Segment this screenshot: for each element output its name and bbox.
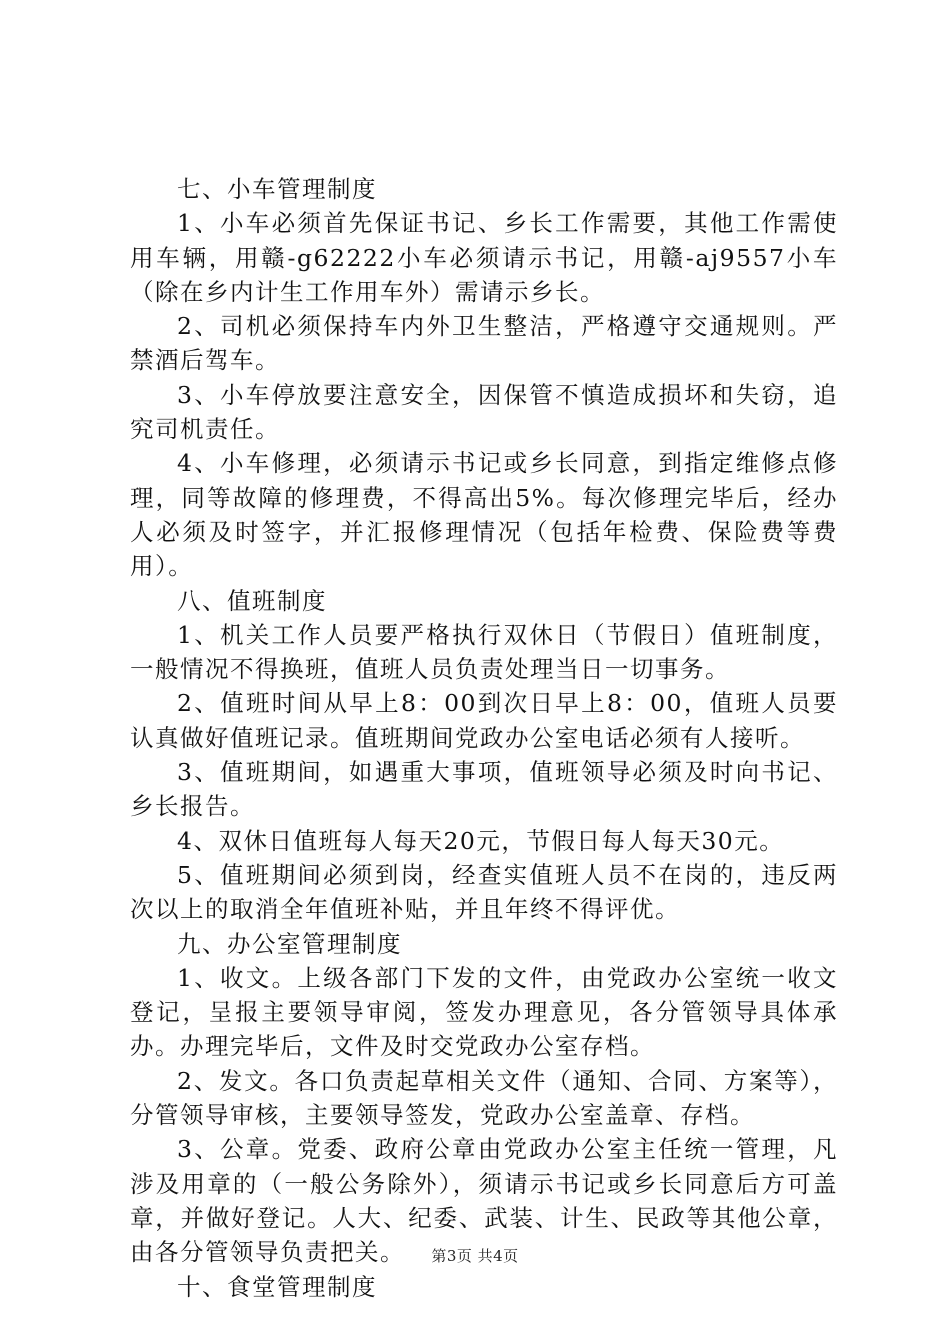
paragraph: 2、司机必须保持车内外卫生整洁，严格遵守交通规则。严禁酒后驾车。 <box>130 312 838 375</box>
paragraph: 3、小车停放要注意安全，因保管不慎造成损坏和失窃，追究司机责任。 <box>130 380 838 444</box>
paragraph: 4、双休日值班每人每天20元，节假日每人每天30元。 <box>177 826 785 855</box>
section-heading-duty: 八、值班制度 <box>177 586 327 615</box>
paragraph: 4、小车修理，必须请示书记或乡长同意，到指定维修点修理，同等故障的修理费，不得高出5%。每次修理完毕后，经办人必须及时签字，并汇报修理情况（包括年检费、保险费等费用）。 <box>130 449 838 581</box>
page-footer: 第3页 共4页 <box>431 1247 519 1265</box>
paragraph: 1、小车必须首先保证书记、乡长工作需要，其他工作需使用车辆，用赣-g62222小车必须请示书记，用赣-aj9557小车（除在乡内计生工作用车外）需请示乡长。 <box>130 209 838 306</box>
paragraph: 1、机关工作人员要严格执行双休日（节假日）值班制度，一般情况不得换班，值班人员负责处理当日一切事务。 <box>130 620 838 684</box>
section-heading-canteen: 十、食堂管理制度 <box>177 1272 377 1301</box>
paragraph: 3、公章。党委、政府公章由党政办公室主任统一管理，凡涉及用章的（一般公务除外），须请示书记或乡长同意后方可盖章，并做好登记。人大、纪委、武装、计生、民政等其他公章，由各分管领导负责把关。 <box>130 1135 838 1267</box>
section-heading-car: 七、小车管理制度 <box>177 175 377 203</box>
document-body <box>130 172 838 1304</box>
paragraph: 2、发文。各口负责起草相关文件（通知、合同、方案等），分管领导审核，主要领导签发，党政办公室盖章、存档。 <box>130 1066 838 1130</box>
paragraph: 2、值班时间从早上8：00到次日早上8：00，值班人员要认真做好值班记录。值班期间党政办公室电话必须有人接听。 <box>130 689 838 752</box>
paragraph: 3、值班期间，如遇重大事项，值班领导必须及时向书记、乡长报告。 <box>130 758 838 821</box>
paragraph: 5、值班期间必须到岗，经查实值班人员不在岗的，违反两次以上的取消全年值班补贴，并且年终不得评优。 <box>130 860 838 924</box>
paragraph: 1、收文。上级各部门下发的文件，由党政办公室统一收文登记，呈报主要领导审阅，签发办理意见，各分管领导具体承办。办理完毕后，文件及时交党政办公室存档。 <box>130 963 838 1061</box>
section-heading-office: 九、办公室管理制度 <box>177 929 402 958</box>
